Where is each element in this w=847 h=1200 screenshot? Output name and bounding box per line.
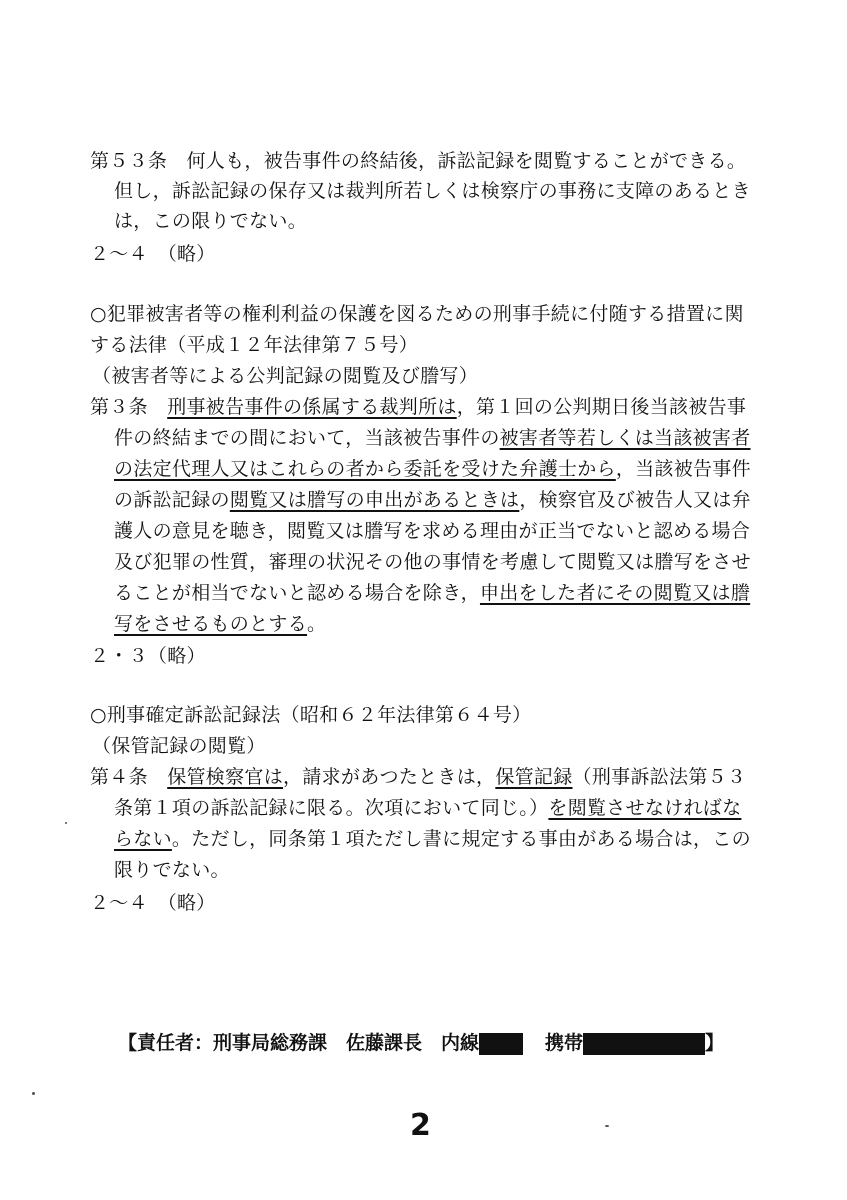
article-3-line-5: 護人の意見を聴き，閲覧又は謄写を求める理由が正当でないと認める場合 [114, 520, 751, 542]
article-3-line-3 [114, 454, 751, 484]
article-3-line-4 [114, 485, 751, 515]
underlined-text: 閲覧又は謄写の申出があるときは [229, 489, 520, 511]
underlined-text: 保管記録 [495, 766, 573, 788]
article-3-line-2 [114, 423, 751, 453]
scan-speck [605, 1125, 609, 1127]
text-segment: ，請求があつたときは， [283, 766, 496, 788]
underlined-text: らない [114, 828, 172, 850]
law-title-line-1: ○犯罪被害者等の権利利益の保護を図るための刑事手続に付随する措置に関 [90, 303, 744, 325]
article-4-line-3 [114, 824, 751, 854]
text-segment: （刑事訴訟法第５３ [572, 766, 747, 788]
scan-speck [65, 822, 67, 824]
mobile-label: 携帯 [545, 1032, 584, 1054]
redaction-block [479, 1033, 523, 1055]
article-53-line-1: 第５３条 何人も，被告事件の終結後，訴訟記録を閲覧することができる。 [90, 150, 747, 172]
text-segment: ，検察官及び被告人又は弁 [519, 489, 751, 511]
article-53-line-2: 但し，訴訟記録の保存又は裁判所若しくは検察庁の事務に支障のあるとき [114, 180, 751, 202]
underlined-text: の法定代理人又はこれらの者から委託を受けた弁護士から [114, 458, 616, 480]
scan-speck [32, 1092, 35, 1095]
article-number: 第４条 [90, 766, 168, 788]
text-segment: の訴訟記録の [114, 489, 230, 511]
article-3-omitted: ２・３（略） [90, 645, 206, 667]
article-caption-2: （保管記録の閲覧） [92, 735, 266, 757]
text-segment: ，当該被告事件 [615, 458, 751, 480]
article-4-line-2 [114, 793, 741, 823]
text-segment: ることが相当でないと認める場合を除き， [114, 582, 480, 604]
article-3-line-6: 及び犯罪の性質，審理の状況その他の事情を考慮して閲覧又は謄写をさせ [114, 551, 751, 573]
article-53-omitted: ２～４ （略） [90, 243, 216, 265]
underlined-text: 保管検察官は [167, 766, 284, 788]
text-segment: 。ただし，同条第１項ただし書に規定する事由がある場合は，この [171, 828, 751, 850]
responsible-person-line [118, 1028, 724, 1058]
text-segment: 条第１項の訴訟記録に限る。次項において同じ。） [114, 797, 549, 819]
article-3-line-8 [114, 609, 326, 639]
article-4-omitted: ２～４ （略） [90, 892, 216, 914]
underlined-text: 写をさせるものとする [114, 613, 308, 635]
article-4-line-4: 限りでない。 [114, 859, 230, 881]
underlined-text: 被害者等若しくは当該被害者 [499, 427, 751, 449]
redaction-block [583, 1033, 705, 1055]
article-3-line-7 [114, 578, 750, 608]
law-title-line-2: する法律（平成１２年法律第７５号） [90, 334, 419, 356]
law-title-2: ○刑事確定訴訟記録法（昭和６２年法律第６４号） [90, 704, 532, 726]
text-segment: ，第１回の公判期日後当該被告事 [456, 396, 747, 418]
article-4-line-1 [90, 762, 746, 792]
article-3-line-1 [90, 392, 746, 422]
underlined-text: を閲覧させなければな [548, 797, 742, 819]
underlined-text: 申出をした者にその閲覧又は謄 [479, 582, 751, 604]
page-number: 2 [410, 1108, 431, 1143]
bracket-close: 】 [705, 1032, 725, 1054]
article-number: 第３条 [90, 396, 168, 418]
responsible-person-label: 【責任者：刑事局総務課 佐藤課長 内線 [118, 1032, 480, 1054]
text-segment: 件の終結までの間において，当該被告事件の [114, 427, 500, 449]
text-segment: 。 [307, 613, 327, 635]
article-53-line-3: は，この限りでない。 [114, 210, 308, 232]
underlined-text: 刑事被告事件の係属する裁判所は [167, 396, 457, 418]
article-caption: （被害者等による公判記録の閲覧及び謄写） [92, 365, 479, 387]
